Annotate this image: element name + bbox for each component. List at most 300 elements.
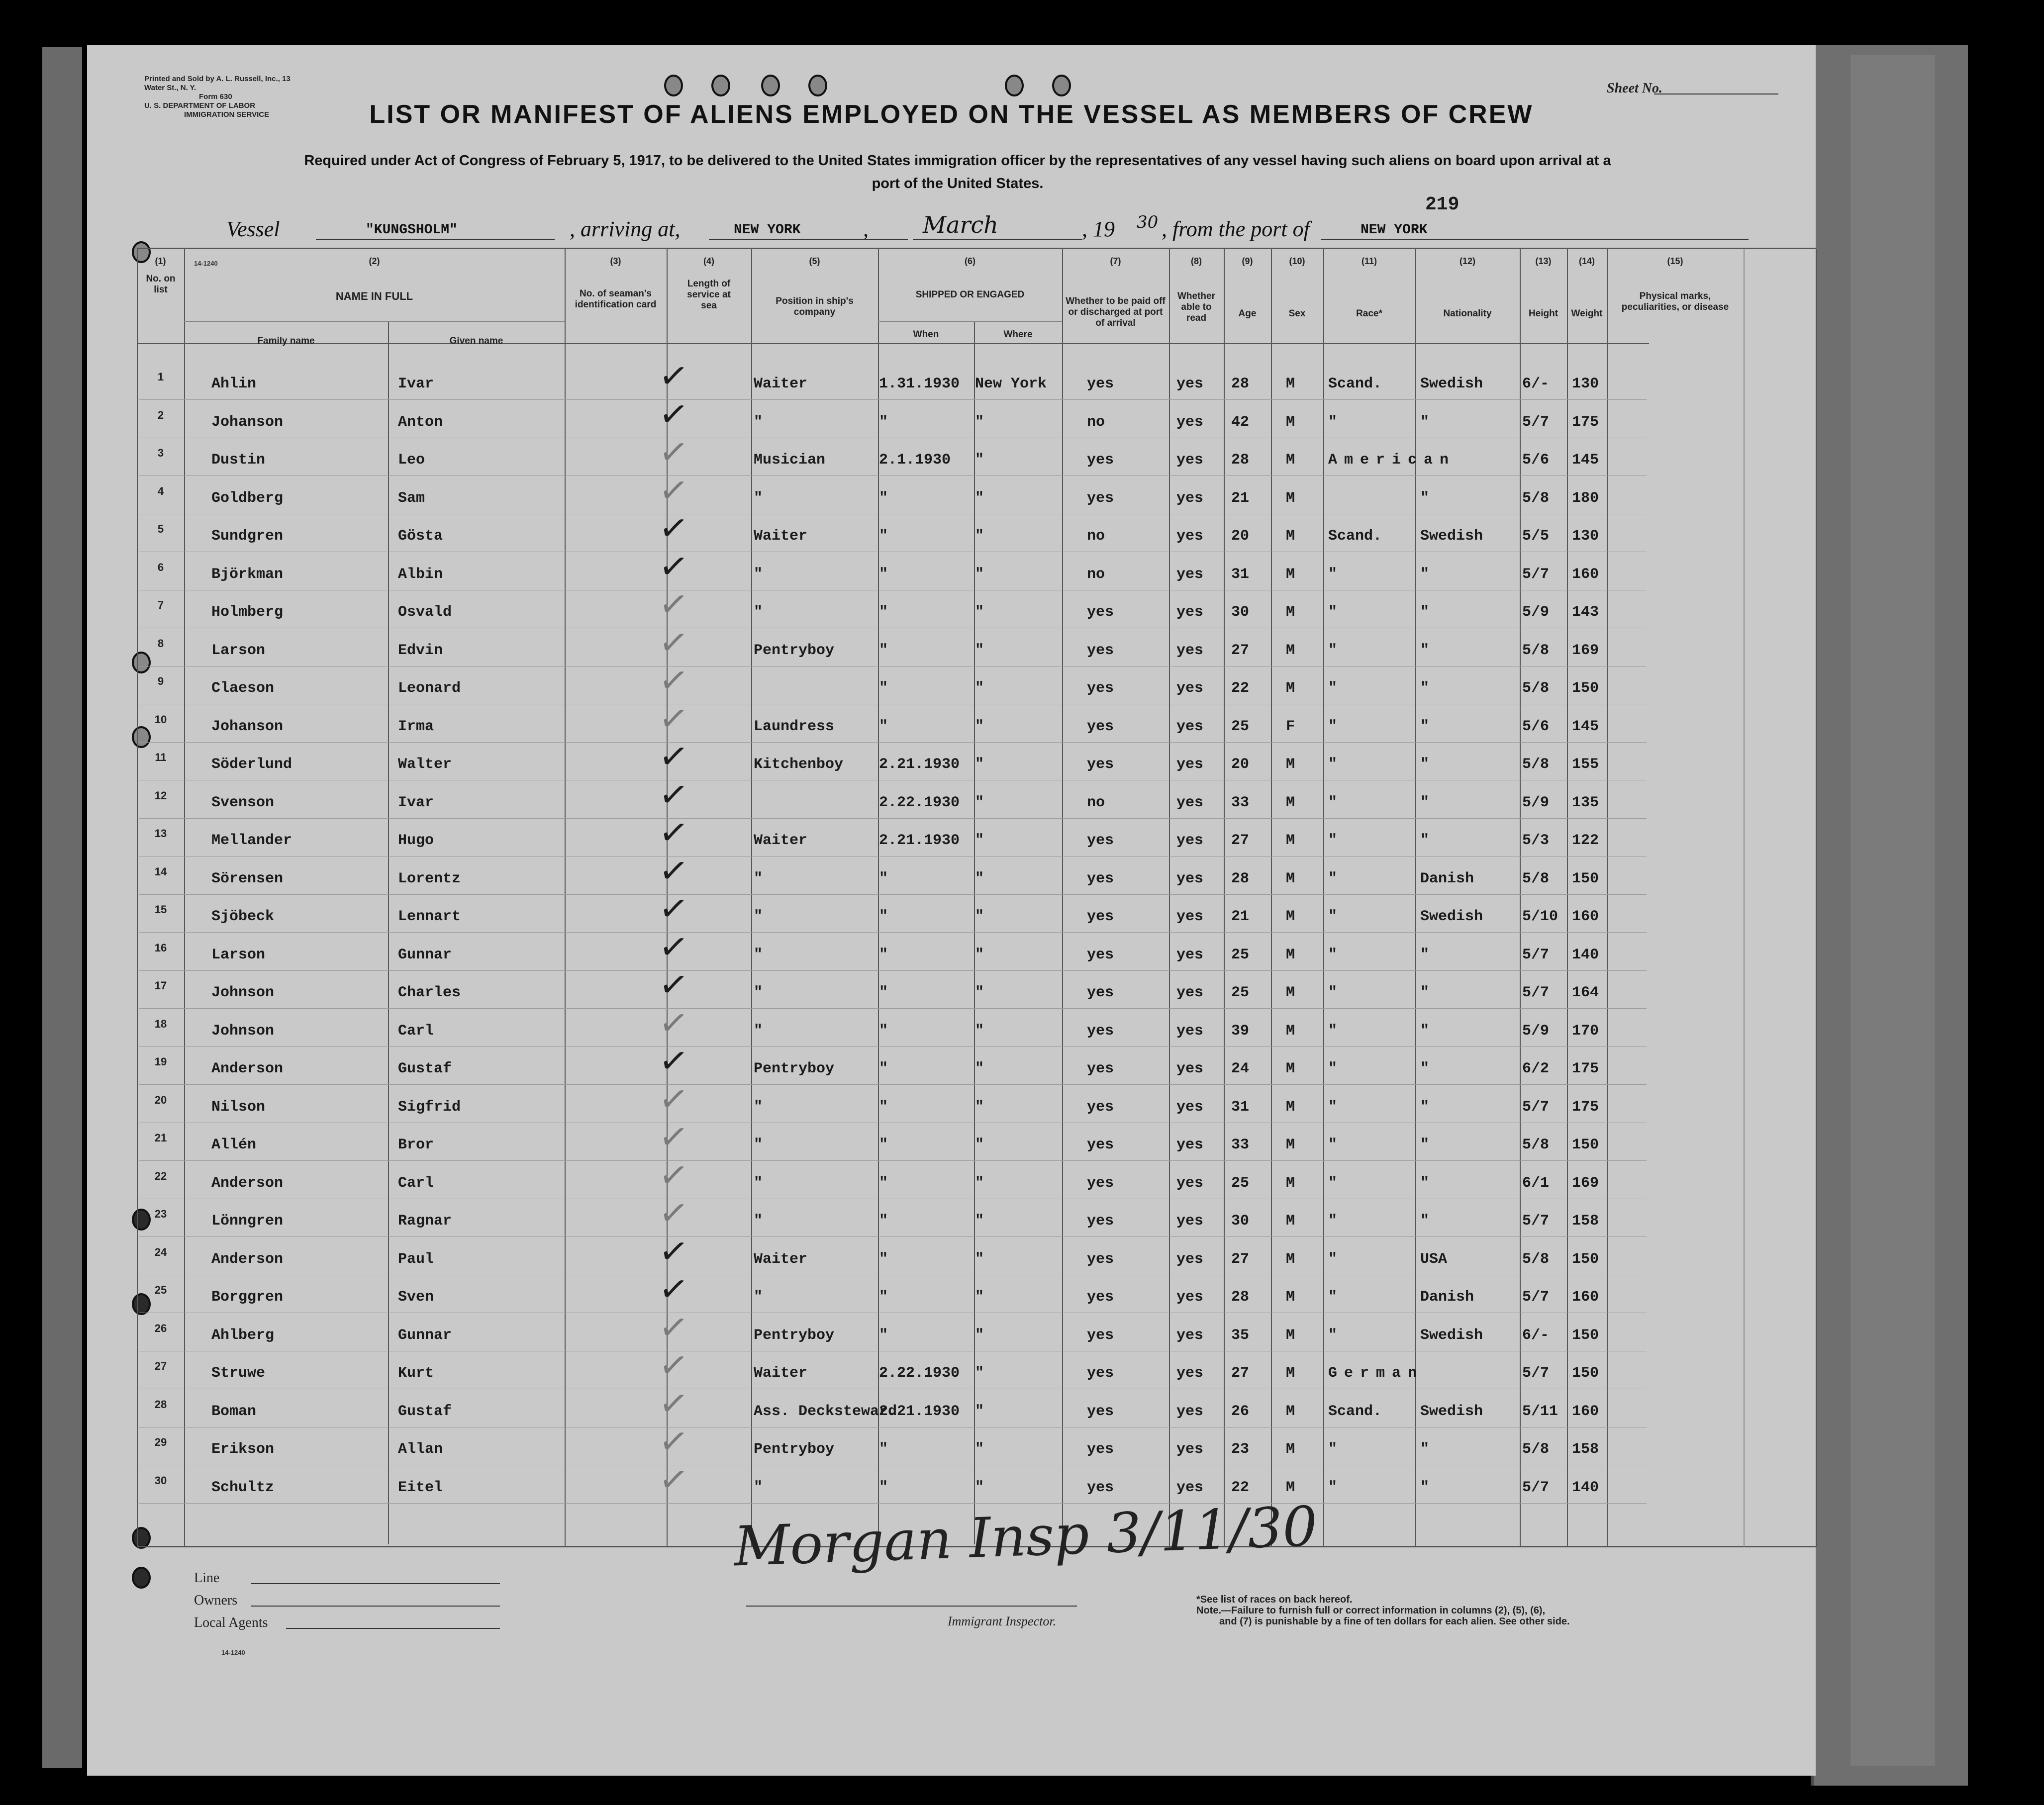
nationality-cell: " — [1420, 756, 1430, 773]
position-cell: " — [754, 1479, 763, 1496]
age-cell: 30 — [1231, 604, 1250, 621]
header-race: Race* — [1356, 308, 1382, 319]
col-divider-15 — [1744, 249, 1745, 1547]
paid-off-cell: yes — [1087, 1479, 1114, 1496]
shipped-when-cell: " — [879, 1137, 888, 1153]
punch-hole — [664, 75, 683, 96]
age-cell: 27 — [1231, 1365, 1250, 1382]
age-cell: 21 — [1231, 908, 1250, 925]
given-name-cell: Paul — [398, 1250, 434, 1268]
sex-cell: M — [1286, 1213, 1295, 1230]
nationality-cell: " — [1420, 680, 1430, 697]
position-cell: Kitchenboy — [754, 756, 844, 773]
header-able-read: Whether able to read — [1177, 291, 1215, 323]
nationality-cell: " — [1420, 984, 1430, 1001]
position-cell: " — [754, 984, 763, 1001]
weight-cell: 150 — [1572, 680, 1599, 697]
family-name-cell: Johnson — [211, 984, 275, 1001]
nationality-cell: " — [1420, 1022, 1430, 1040]
shipped-where-cell: " — [975, 413, 984, 431]
race-cell: " — [1328, 604, 1338, 621]
given-name-cell: Charles — [398, 984, 461, 1001]
row-rule — [139, 1160, 1647, 1161]
shipped-where-cell: " — [975, 528, 984, 545]
family-name-cell: Schultz — [211, 1479, 275, 1496]
paid-off-cell: yes — [1087, 908, 1114, 925]
able-to-read-cell: yes — [1176, 1213, 1204, 1230]
weight-cell: 130 — [1572, 528, 1599, 545]
header-shipped: SHIPPED OR ENGAGED — [915, 289, 1025, 300]
from-port-label: , from the port of — [1162, 217, 1310, 241]
row-rule — [139, 970, 1647, 971]
position-cell: " — [754, 489, 763, 507]
able-to-read-cell: yes — [1176, 946, 1204, 963]
race-cell: " — [1328, 1137, 1338, 1153]
weight-cell: 158 — [1572, 1441, 1599, 1458]
age-cell: 39 — [1231, 1022, 1250, 1040]
able-to-read-cell: yes — [1176, 1441, 1204, 1458]
age-cell: 25 — [1231, 984, 1250, 1001]
shipped-where-cell: " — [975, 794, 984, 811]
col-number: (7) — [1110, 256, 1121, 266]
given-name-cell: Bror — [398, 1137, 434, 1153]
paid-off-cell: yes — [1087, 1174, 1114, 1192]
race-cell: Scand. — [1328, 528, 1382, 545]
position-cell: " — [754, 413, 763, 431]
col-divider-11 — [1415, 249, 1416, 1547]
able-to-read-cell: yes — [1176, 794, 1204, 811]
row-number: 12 — [154, 789, 167, 802]
age-cell: 26 — [1231, 1403, 1250, 1420]
sex-cell: M — [1286, 908, 1295, 925]
sex-cell: M — [1286, 1479, 1295, 1496]
row-rule — [139, 818, 1647, 819]
shipped-where-cell: " — [975, 680, 984, 697]
shipped-when-cell: " — [879, 1441, 888, 1458]
able-to-read-cell: yes — [1176, 1365, 1204, 1382]
arriving-port: NEW YORK — [734, 222, 801, 238]
col-number: (4) — [703, 256, 714, 266]
shipped-when-cell: " — [879, 984, 888, 1001]
shipped-when-cell: " — [879, 1022, 888, 1040]
able-to-read-cell: yes — [1176, 1403, 1204, 1420]
paid-off-cell: yes — [1087, 1250, 1114, 1268]
punch-hole — [1005, 75, 1024, 96]
sex-cell: M — [1286, 870, 1295, 887]
age-cell: 25 — [1231, 1174, 1250, 1192]
service-check-mark: ✓ — [656, 1305, 691, 1350]
col-divider-6 — [1062, 249, 1063, 1547]
weight-cell: 160 — [1572, 908, 1599, 925]
shipped-where-cell: " — [975, 756, 984, 773]
paid-off-cell: yes — [1087, 1022, 1114, 1040]
family-name-cell: Johnson — [211, 1022, 275, 1040]
service-check-mark: ✓ — [656, 658, 691, 703]
nationality-cell: " — [1420, 566, 1430, 583]
position-cell: " — [754, 908, 763, 925]
family-name-cell: Erikson — [211, 1441, 275, 1458]
service-check-mark: ✓ — [656, 1039, 691, 1083]
height-cell: 5/8 — [1522, 756, 1550, 773]
weight-cell: 150 — [1572, 1327, 1599, 1344]
footer-agents-label: Local Agents — [194, 1615, 268, 1630]
service-check-mark: ✓ — [656, 468, 691, 513]
port-underline — [709, 239, 908, 240]
page-title: LIST OR MANIFEST OF ALIENS EMPLOYED ON THE VESSEL AS MEMBERS OF CREW — [369, 100, 1534, 129]
punch-hole — [711, 75, 730, 96]
sex-cell: M — [1286, 1289, 1295, 1306]
shipped-when-cell: " — [879, 946, 888, 963]
shipped-where-cell: " — [975, 946, 984, 963]
service-check-mark: ✓ — [656, 734, 691, 779]
sheet-number-label: Sheet No. — [1607, 81, 1662, 96]
inspector-signature-rule — [746, 1606, 1077, 1607]
able-to-read-cell: yes — [1176, 566, 1204, 583]
able-to-read-cell: yes — [1176, 376, 1204, 392]
punch-hole — [132, 652, 151, 673]
paid-off-cell: yes — [1087, 1098, 1114, 1116]
paid-off-cell: no — [1087, 413, 1105, 431]
height-cell: 5/7 — [1522, 566, 1550, 583]
col-number: (10) — [1289, 256, 1305, 266]
row-number: 7 — [157, 599, 164, 611]
height-cell: 5/8 — [1522, 1441, 1550, 1458]
paid-off-cell: yes — [1087, 756, 1114, 773]
paid-off-cell: no — [1087, 528, 1105, 545]
shipped-when-cell: " — [879, 870, 888, 887]
shipped-when-cell: " — [879, 642, 888, 659]
paid-off-cell: yes — [1087, 946, 1114, 963]
service-check-mark: ✓ — [656, 544, 691, 589]
given-name-cell: Albin — [398, 566, 443, 583]
age-cell: 20 — [1231, 756, 1250, 773]
given-name-cell: Gösta — [398, 528, 443, 545]
header-id-card: No. of seaman's identification card — [575, 288, 657, 310]
col-number: (9) — [1242, 256, 1253, 266]
shipped-when-cell: " — [879, 566, 888, 583]
row-rule — [139, 1236, 1647, 1237]
row-rule — [139, 399, 1647, 400]
header-nationality: Nationality — [1443, 308, 1492, 319]
col-divider-5 — [878, 249, 879, 1547]
shipped-where-cell: " — [975, 1479, 984, 1496]
position-cell: Ass. Decksteward — [754, 1403, 897, 1420]
service-check-mark: ✓ — [656, 1229, 691, 1274]
height-cell: 5/8 — [1522, 870, 1550, 887]
footer-line-label: Line — [194, 1570, 220, 1586]
nationality-cell: Swedish — [1420, 908, 1483, 925]
sex-cell: M — [1286, 1022, 1295, 1040]
paid-off-cell: yes — [1087, 870, 1114, 887]
table-right-border — [1816, 249, 1817, 1547]
race-cell: German — [1328, 1365, 1424, 1382]
shipped-where-cell: " — [975, 1365, 984, 1382]
weight-cell: 160 — [1572, 1289, 1599, 1306]
position-cell: " — [754, 1289, 763, 1306]
sex-cell: M — [1286, 832, 1295, 849]
weight-cell: 170 — [1572, 1022, 1599, 1040]
name-subheader-line — [184, 321, 565, 322]
position-cell: Pentryboy — [754, 1060, 835, 1077]
weight-cell: 180 — [1572, 489, 1599, 507]
position-cell: " — [754, 604, 763, 621]
col-number: (14) — [1578, 256, 1595, 266]
shipped-when-cell: " — [879, 908, 888, 925]
age-cell: 22 — [1231, 680, 1250, 697]
footnote-penalty-2: and (7) is punishable by a fine of ten dollars for each alien. See other side. — [1219, 1616, 1570, 1627]
given-name-cell: Sven — [398, 1289, 434, 1306]
height-cell: 5/6 — [1522, 718, 1550, 735]
paid-off-cell: yes — [1087, 718, 1114, 735]
col-divider-1 — [184, 249, 185, 1547]
race-cell: " — [1328, 680, 1338, 697]
paid-off-cell: yes — [1087, 452, 1114, 469]
footer-form-code: 14-1240 — [221, 1649, 245, 1656]
sex-cell: F — [1286, 718, 1295, 735]
shipped-where-cell: " — [975, 566, 984, 583]
family-name-cell: Anderson — [211, 1174, 284, 1192]
able-to-read-cell: yes — [1176, 528, 1204, 545]
given-name-cell: Lorentz — [398, 870, 461, 887]
sex-cell: M — [1286, 1327, 1295, 1344]
height-cell: 5/8 — [1522, 642, 1550, 659]
row-number: 15 — [154, 903, 167, 916]
shipped-where-cell: " — [975, 642, 984, 659]
nationality-cell: " — [1420, 1098, 1430, 1116]
able-to-read-cell: yes — [1176, 1289, 1204, 1306]
given-name-cell: Anton — [398, 413, 443, 431]
row-number: 23 — [154, 1208, 167, 1220]
nationality-cell: " — [1420, 413, 1430, 431]
sex-cell: M — [1286, 642, 1295, 659]
service-check-mark: ✓ — [656, 506, 691, 551]
race-cell: Scand. — [1328, 376, 1382, 392]
row-rule — [139, 475, 1647, 476]
family-name-cell: Holmberg — [211, 604, 284, 621]
family-name-cell: Struwe — [211, 1365, 266, 1382]
age-cell: 24 — [1231, 1060, 1250, 1077]
nationality-cell: " — [1420, 1174, 1430, 1192]
sex-cell: M — [1286, 1403, 1295, 1420]
race-cell: " — [1328, 718, 1338, 735]
weight-cell: 143 — [1572, 604, 1599, 621]
nationality-cell: " — [1420, 1060, 1430, 1077]
age-cell: 28 — [1231, 376, 1250, 392]
shipped-when-cell: " — [879, 1060, 888, 1077]
sex-cell: M — [1286, 566, 1295, 583]
paid-off-cell: yes — [1087, 984, 1114, 1001]
row-number: 4 — [157, 484, 164, 497]
weight-cell: 140 — [1572, 1479, 1599, 1496]
family-name-cell: Johanson — [211, 413, 284, 431]
col-number: (8) — [1191, 256, 1202, 266]
service-check-mark: ✓ — [656, 886, 691, 931]
race-cell: " — [1328, 1479, 1338, 1496]
height-cell: 5/9 — [1522, 604, 1550, 621]
col-divider-13 — [1567, 249, 1568, 1547]
service-check-mark: ✓ — [656, 1115, 691, 1159]
header-length-service: Length of service at sea — [687, 279, 731, 311]
weight-cell: 158 — [1572, 1213, 1599, 1230]
position-cell: " — [754, 1174, 763, 1192]
header-age: Age — [1238, 308, 1257, 319]
family-name-cell: Ahlberg — [211, 1327, 275, 1344]
punch-hole — [132, 726, 151, 748]
table-left-border — [137, 249, 138, 1547]
age-cell: 28 — [1231, 870, 1250, 887]
sex-cell: M — [1286, 1365, 1295, 1382]
year-prefix: , 19 — [1082, 217, 1115, 241]
weight-cell: 175 — [1572, 413, 1599, 431]
sex-cell: M — [1286, 680, 1295, 697]
row-number: 24 — [154, 1245, 167, 1258]
age-cell: 31 — [1231, 566, 1250, 583]
sex-cell: M — [1286, 1098, 1295, 1116]
shipped-subheader-line — [878, 321, 1062, 322]
col-number: (2) — [369, 256, 380, 266]
position-cell: " — [754, 1137, 763, 1153]
height-cell: 6/1 — [1522, 1174, 1550, 1192]
nationality-cell: " — [1420, 604, 1430, 621]
family-name-cell: Mellander — [211, 832, 292, 849]
weight-cell: 130 — [1572, 376, 1599, 392]
race-cell: " — [1328, 946, 1338, 963]
nationality-cell: " — [1420, 946, 1430, 963]
weight-cell: 135 — [1572, 794, 1599, 811]
back-page-edge-inner — [1850, 55, 1935, 1766]
able-to-read-cell: yes — [1176, 832, 1204, 849]
height-cell: 5/5 — [1522, 528, 1550, 545]
weight-cell: 150 — [1572, 1137, 1599, 1153]
shipped-where-cell: " — [975, 1403, 984, 1420]
given-name-cell: Edvin — [398, 642, 443, 659]
race-cell: " — [1328, 1213, 1338, 1230]
from-port-underline — [1321, 239, 1749, 240]
stamp-number: 219 — [1425, 194, 1460, 215]
service-check-mark: ✓ — [656, 924, 691, 969]
given-name-cell: Ivar — [398, 376, 434, 392]
position-cell: Musician — [754, 452, 826, 469]
age-cell: 28 — [1231, 452, 1250, 469]
race-cell: " — [1328, 984, 1338, 1001]
row-number: 28 — [154, 1398, 167, 1411]
nationality-cell: " — [1420, 1213, 1430, 1230]
weight-cell: 122 — [1572, 832, 1599, 849]
shipped-where-cell: " — [975, 1441, 984, 1458]
service-check-mark: ✓ — [656, 962, 691, 1007]
age-cell: 21 — [1231, 489, 1250, 507]
header-name-in-full: NAME IN FULL — [335, 290, 413, 302]
nationality-cell: " — [1420, 1479, 1430, 1496]
paid-off-cell: yes — [1087, 604, 1114, 621]
shipped-where-cell: " — [975, 1174, 984, 1192]
shipped-when-cell: " — [879, 1327, 888, 1344]
given-name-cell: Sam — [398, 489, 425, 507]
shipped-when-cell: 2.22.1930 — [879, 794, 960, 811]
shipped-when-cell: 2.21.1930 — [879, 756, 960, 773]
nationality-cell: " — [1420, 1137, 1430, 1153]
header-given-name: Given name — [449, 336, 503, 346]
height-cell: 5/7 — [1522, 1213, 1550, 1230]
weight-cell: 164 — [1572, 984, 1599, 1001]
height-cell: 6/2 — [1522, 1060, 1550, 1077]
shipped-when-cell: " — [879, 680, 888, 697]
footnote — [1196, 1594, 1644, 1627]
able-to-read-cell: yes — [1176, 1098, 1204, 1116]
inspector-label: Immigrant Inspector. — [948, 1614, 1057, 1628]
given-name-cell: Leonard — [398, 680, 461, 697]
position-cell: " — [754, 946, 763, 963]
service-check-mark: ✓ — [656, 354, 691, 398]
able-to-read-cell: yes — [1176, 1174, 1204, 1192]
punch-hole — [1052, 75, 1071, 96]
race-cell: " — [1328, 413, 1338, 431]
age-cell: 33 — [1231, 1137, 1250, 1153]
family-name-cell: Björkman — [211, 566, 284, 583]
position-cell: Waiter — [754, 1250, 808, 1268]
position-cell: Waiter — [754, 832, 808, 849]
weight-cell: 169 — [1572, 642, 1599, 659]
race-cell: " — [1328, 1250, 1338, 1268]
able-to-read-cell: yes — [1176, 1022, 1204, 1040]
shipped-when-cell: " — [879, 1213, 888, 1230]
able-to-read-cell: yes — [1176, 489, 1204, 507]
footer-agents-rule — [286, 1628, 500, 1629]
sex-cell: M — [1286, 1250, 1295, 1268]
given-name-cell: Gunnar — [398, 946, 452, 963]
height-cell: 5/10 — [1522, 908, 1558, 925]
row-number: 18 — [154, 1017, 167, 1030]
race-cell: " — [1328, 1098, 1338, 1116]
nationality-cell: Danish — [1420, 870, 1474, 887]
sex-cell: M — [1286, 452, 1295, 469]
row-number: 26 — [154, 1322, 167, 1334]
given-name-cell: Carl — [398, 1174, 434, 1192]
able-to-read-cell: yes — [1176, 1060, 1204, 1077]
paid-off-cell: yes — [1087, 832, 1114, 849]
vessel-label: Vessel — [226, 217, 280, 241]
shipped-where-cell: " — [975, 604, 984, 621]
race-cell: American — [1328, 452, 1456, 469]
given-name-cell: Lennart — [398, 908, 461, 925]
service-check-mark: ✓ — [656, 582, 691, 627]
from-port: NEW YORK — [1361, 222, 1428, 238]
nationality-cell: " — [1420, 718, 1430, 735]
shipped-when-cell: " — [879, 1174, 888, 1192]
binder-strip — [42, 47, 82, 1768]
able-to-read-cell: yes — [1176, 452, 1204, 469]
position-cell: " — [754, 1213, 763, 1230]
able-to-read-cell: yes — [1176, 1479, 1204, 1496]
sex-cell: M — [1286, 1060, 1295, 1077]
header-family-name: Family name — [257, 336, 315, 346]
col-divider-12 — [1520, 249, 1521, 1547]
punch-hole — [761, 75, 780, 96]
row-number: 22 — [154, 1169, 167, 1182]
able-to-read-cell: yes — [1176, 604, 1204, 621]
race-cell: " — [1328, 566, 1338, 583]
nationality-cell: Swedish — [1420, 528, 1483, 545]
row-number: 3 — [157, 447, 164, 459]
given-name-cell: Leo — [398, 452, 425, 469]
weight-cell: 150 — [1572, 1250, 1599, 1268]
position-cell: Pentryboy — [754, 642, 835, 659]
service-check-mark: ✓ — [656, 1381, 691, 1426]
height-cell: 5/7 — [1522, 1479, 1550, 1496]
shipped-where-cell: " — [975, 908, 984, 925]
age-cell: 42 — [1231, 413, 1250, 431]
service-check-mark: ✓ — [656, 1191, 691, 1235]
